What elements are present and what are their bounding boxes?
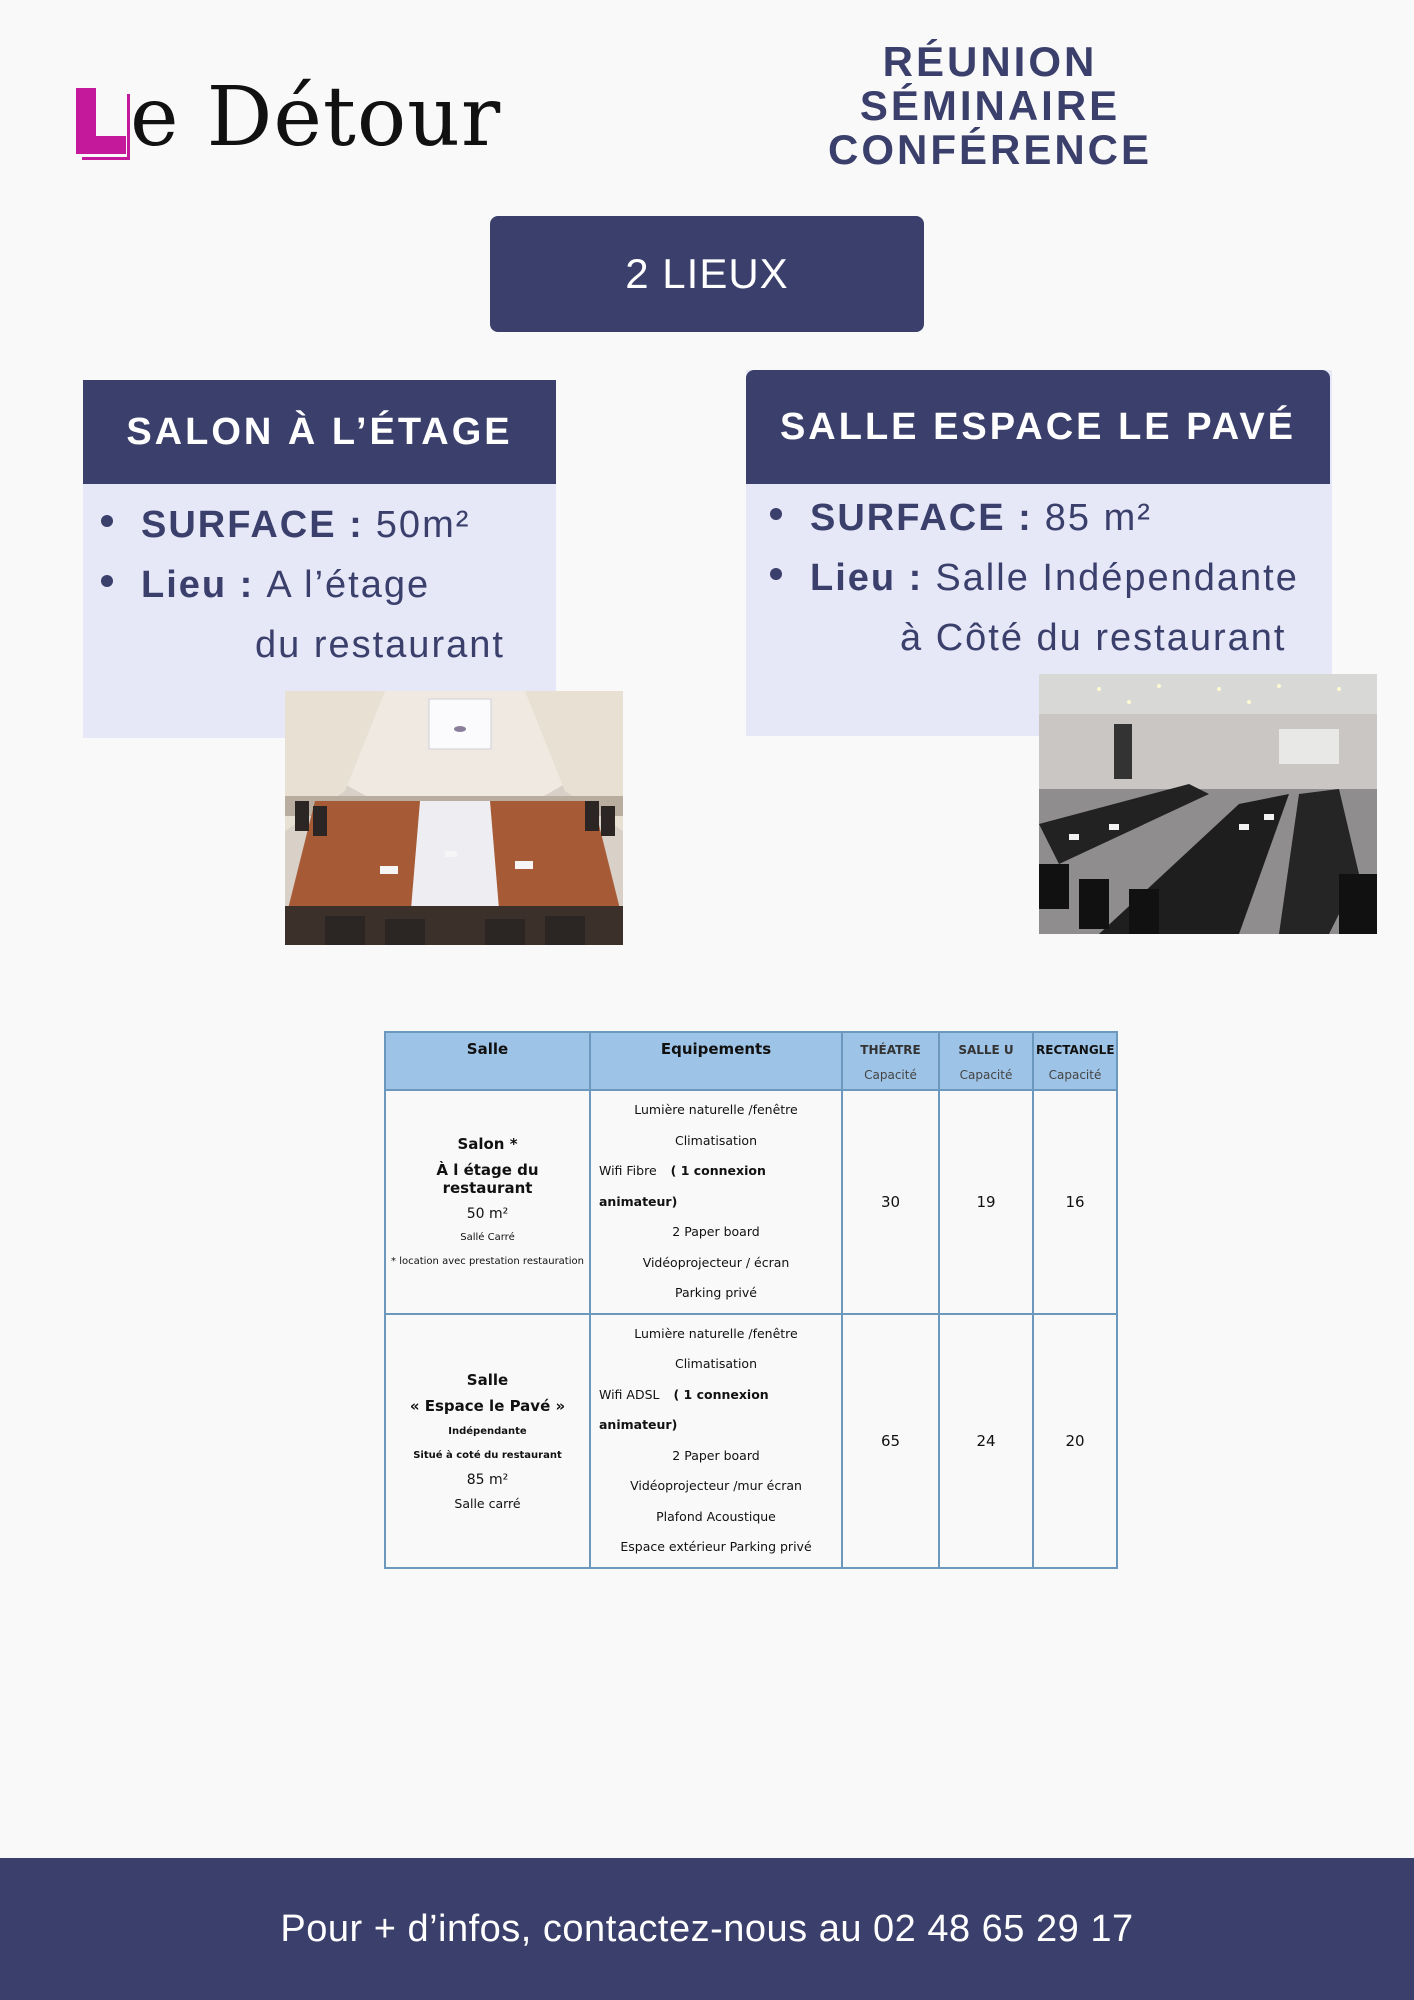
cell-salle-u: 24 [939, 1314, 1033, 1568]
cell-equipements: Lumière naturelle /fenêtre Climatisation Wifi Fibre ( 1 connexion animateur) 2 Paper board Vidéoprojecteur / écran Parking privé [590, 1090, 842, 1314]
surface-value: 85 m² [1044, 497, 1152, 539]
brand-logo [76, 70, 502, 165]
contact-footer: Pour + d’infos, contactez-nous au 02 48 65 29 17 [0, 1858, 1414, 2000]
title-line-1: RÉUNION [882, 38, 1098, 85]
cell-rectangle: 16 [1033, 1090, 1117, 1314]
lieu-value: Salle Indépendante [935, 557, 1299, 599]
logo-l-mark [76, 84, 130, 158]
capacity-table [384, 1031, 1118, 1569]
surface-value: 50m² [375, 504, 471, 546]
lieu-value-continued: à Côté du restaurant [900, 617, 1287, 659]
salon-room-photo [285, 691, 623, 945]
cell-equipements: Lumière naturelle /fenêtre Climatisation Wifi ADSL ( 1 connexion animateur) 2 Paper board Vidéoprojecteur /mur écran Plafond Acoustique Espace extérieur Parking privé [590, 1314, 842, 1568]
col-header-salle-u: SALLE U Capacité [939, 1032, 1033, 1090]
cell-theatre: 65 [842, 1314, 939, 1568]
lieu-label: Lieu : [141, 564, 255, 606]
title-line-2: SÉMINAIRE [859, 82, 1121, 129]
lieu-item [770, 548, 1299, 608]
col-header-theatre: THÉATRE Capacité [842, 1032, 939, 1090]
surface-item [770, 488, 1299, 548]
bullet-dot [770, 568, 782, 580]
lieu-value: A l’étage [266, 564, 431, 606]
cell-salle-u: 19 [939, 1090, 1033, 1314]
col-header-rectangle: RECTANGLE Capacité [1033, 1032, 1117, 1090]
table-row [385, 1090, 1117, 1314]
surface-label: SURFACE : [810, 497, 1033, 539]
surface-label: SURFACE : [141, 504, 364, 546]
venue-title-salon: SALON À L’ÉTAGE [83, 380, 556, 484]
bullet-dot [770, 508, 782, 520]
lieu-item [101, 555, 505, 615]
surface-item [101, 495, 505, 555]
venue-details-pave [770, 488, 1299, 668]
bullet-dot [101, 575, 113, 587]
col-header-salle: Salle [385, 1032, 590, 1090]
venue-details-salon [101, 495, 505, 675]
page-title [760, 40, 1220, 172]
title-line-3: CONFÉRENCE [827, 126, 1153, 173]
pave-room-photo [1039, 674, 1377, 934]
col-header-equipements: Equipements [590, 1032, 842, 1090]
logo-text: e Détour [130, 70, 502, 165]
lieu-value-continued: du restaurant [255, 624, 505, 666]
cell-salle: Salon * À l étage du restaurant 50 m² Sallé Carré * location avec prestation restauration [385, 1090, 590, 1314]
table-header-row [385, 1032, 1117, 1090]
cell-salle: Salle « Espace le Pavé » Indépendante Situé à coté du restaurant 85 m² Salle carré [385, 1314, 590, 1568]
lieux-badge: 2 LIEUX [490, 216, 924, 332]
lieu-label: Lieu : [810, 557, 924, 599]
cell-theatre: 30 [842, 1090, 939, 1314]
table-row [385, 1314, 1117, 1568]
venue-title-pave: SALLE ESPACE LE PAVÉ [746, 370, 1330, 484]
bullet-dot [101, 515, 113, 527]
cell-rectangle: 20 [1033, 1314, 1117, 1568]
